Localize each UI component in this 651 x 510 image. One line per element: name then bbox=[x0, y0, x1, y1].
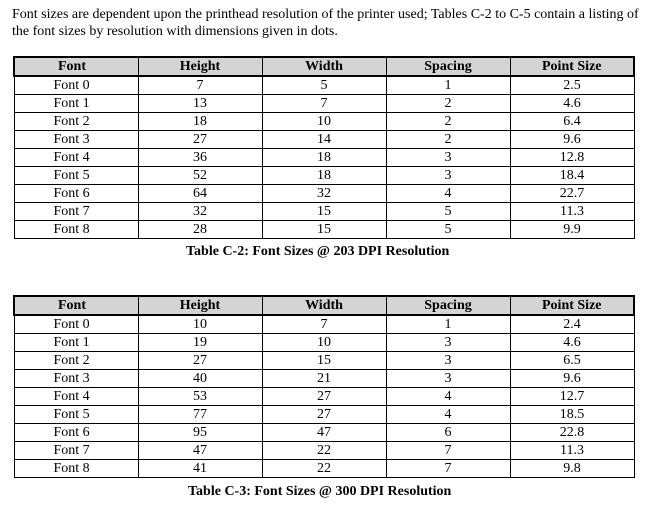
spacing-cell: 1 bbox=[386, 76, 510, 95]
width-cell: 32 bbox=[262, 185, 386, 203]
point-size-cell: 18.4 bbox=[510, 167, 634, 185]
font-name-cell: Font 4 bbox=[14, 388, 138, 406]
point-size-cell: 9.6 bbox=[510, 131, 634, 149]
font-name-cell: Font 3 bbox=[14, 370, 138, 388]
width-cell: 22 bbox=[262, 442, 386, 460]
table-caption-203dpi: Table C-2: Font Sizes @ 203 DPI Resolution bbox=[186, 244, 450, 259]
table-caption-300dpi: Table C-3: Font Sizes @ 300 DPI Resolution bbox=[188, 484, 452, 499]
table-row bbox=[14, 203, 634, 221]
font-name-cell: Font 7 bbox=[14, 442, 138, 460]
column-header-height: Height bbox=[138, 296, 262, 315]
width-cell: 5 bbox=[262, 76, 386, 95]
width-cell: 27 bbox=[262, 406, 386, 424]
table-row bbox=[14, 406, 634, 424]
font-name-cell: Font 5 bbox=[14, 406, 138, 424]
column-header-font: Font bbox=[14, 57, 138, 76]
point-size-cell: 6.5 bbox=[510, 352, 634, 370]
font-name-cell: Font 5 bbox=[14, 167, 138, 185]
width-cell: 14 bbox=[262, 131, 386, 149]
spacing-cell: 2 bbox=[386, 95, 510, 113]
table-row bbox=[14, 76, 634, 95]
point-size-cell: 12.7 bbox=[510, 388, 634, 406]
point-size-cell: 2.5 bbox=[510, 76, 634, 95]
table-row bbox=[14, 370, 634, 388]
point-size-cell: 9.9 bbox=[510, 221, 634, 239]
point-size-cell: 11.3 bbox=[510, 442, 634, 460]
spacing-cell: 3 bbox=[386, 370, 510, 388]
intro-paragraph: Font sizes are dependent upon the printhead resolution of the printer used; Tables C-2 to C-5 contain a listing of the font sizes by resolution with dimensions given in dots. bbox=[12, 7, 639, 39]
width-cell: 10 bbox=[262, 334, 386, 352]
table-row bbox=[14, 442, 634, 460]
width-cell: 21 bbox=[262, 370, 386, 388]
point-size-cell: 4.6 bbox=[510, 95, 634, 113]
font-name-cell: Font 0 bbox=[14, 315, 138, 334]
spacing-cell: 2 bbox=[386, 113, 510, 131]
point-size-cell: 18.5 bbox=[510, 406, 634, 424]
point-size-cell: 4.6 bbox=[510, 334, 634, 352]
width-cell: 18 bbox=[262, 149, 386, 167]
height-cell: 13 bbox=[138, 95, 262, 113]
height-cell: 36 bbox=[138, 149, 262, 167]
font-name-cell: Font 3 bbox=[14, 131, 138, 149]
point-size-cell: 11.3 bbox=[510, 203, 634, 221]
height-cell: 53 bbox=[138, 388, 262, 406]
table-row bbox=[14, 352, 634, 370]
column-header-width: Width bbox=[262, 296, 386, 315]
column-header-height: Height bbox=[138, 57, 262, 76]
table-row bbox=[14, 334, 634, 352]
width-cell: 7 bbox=[262, 315, 386, 334]
height-cell: 40 bbox=[138, 370, 262, 388]
spacing-cell: 5 bbox=[386, 203, 510, 221]
spacing-cell: 2 bbox=[386, 131, 510, 149]
height-cell: 41 bbox=[138, 460, 262, 478]
height-cell: 77 bbox=[138, 406, 262, 424]
spacing-cell: 3 bbox=[386, 149, 510, 167]
height-cell: 10 bbox=[138, 315, 262, 334]
point-size-cell: 22.8 bbox=[510, 424, 634, 442]
font-name-cell: Font 2 bbox=[14, 352, 138, 370]
spacing-cell: 3 bbox=[386, 334, 510, 352]
spacing-cell: 7 bbox=[386, 442, 510, 460]
table-row bbox=[14, 167, 634, 185]
column-header-spacing: Spacing bbox=[386, 296, 510, 315]
width-cell: 15 bbox=[262, 352, 386, 370]
table-row bbox=[14, 131, 634, 149]
column-header-point-size: Point Size bbox=[510, 57, 634, 76]
table-row bbox=[14, 149, 634, 167]
height-cell: 52 bbox=[138, 167, 262, 185]
table-row bbox=[14, 95, 634, 113]
table-row bbox=[14, 460, 634, 478]
font-name-cell: Font 6 bbox=[14, 424, 138, 442]
point-size-cell: 9.8 bbox=[510, 460, 634, 478]
height-cell: 19 bbox=[138, 334, 262, 352]
width-cell: 15 bbox=[262, 221, 386, 239]
spacing-cell: 4 bbox=[386, 185, 510, 203]
table-header-row bbox=[14, 296, 634, 315]
width-cell: 10 bbox=[262, 113, 386, 131]
height-cell: 95 bbox=[138, 424, 262, 442]
point-size-cell: 22.7 bbox=[510, 185, 634, 203]
point-size-cell: 2.4 bbox=[510, 315, 634, 334]
spacing-cell: 3 bbox=[386, 352, 510, 370]
height-cell: 47 bbox=[138, 442, 262, 460]
table-row bbox=[14, 185, 634, 203]
column-header-font: Font bbox=[14, 296, 138, 315]
point-size-cell: 12.8 bbox=[510, 149, 634, 167]
width-cell: 27 bbox=[262, 388, 386, 406]
font-name-cell: Font 2 bbox=[14, 113, 138, 131]
table-row bbox=[14, 388, 634, 406]
font-name-cell: Font 0 bbox=[14, 76, 138, 95]
column-header-spacing: Spacing bbox=[386, 57, 510, 76]
height-cell: 28 bbox=[138, 221, 262, 239]
font-name-cell: Font 8 bbox=[14, 221, 138, 239]
spacing-cell: 1 bbox=[386, 315, 510, 334]
font-name-cell: Font 1 bbox=[14, 95, 138, 113]
height-cell: 18 bbox=[138, 113, 262, 131]
table-row bbox=[14, 113, 634, 131]
font-name-cell: Font 7 bbox=[14, 203, 138, 221]
height-cell: 7 bbox=[138, 76, 262, 95]
font-sizes-table-203dpi bbox=[13, 56, 635, 239]
spacing-cell: 5 bbox=[386, 221, 510, 239]
table-header-row bbox=[14, 57, 634, 76]
spacing-cell: 6 bbox=[386, 424, 510, 442]
font-sizes-table-300dpi bbox=[13, 295, 635, 478]
table-row bbox=[14, 424, 634, 442]
height-cell: 64 bbox=[138, 185, 262, 203]
font-name-cell: Font 4 bbox=[14, 149, 138, 167]
height-cell: 27 bbox=[138, 131, 262, 149]
width-cell: 47 bbox=[262, 424, 386, 442]
spacing-cell: 4 bbox=[386, 388, 510, 406]
spacing-cell: 4 bbox=[386, 406, 510, 424]
font-name-cell: Font 1 bbox=[14, 334, 138, 352]
width-cell: 22 bbox=[262, 460, 386, 478]
spacing-cell: 7 bbox=[386, 460, 510, 478]
column-header-point-size: Point Size bbox=[510, 296, 634, 315]
point-size-cell: 6.4 bbox=[510, 113, 634, 131]
font-name-cell: Font 6 bbox=[14, 185, 138, 203]
width-cell: 18 bbox=[262, 167, 386, 185]
width-cell: 7 bbox=[262, 95, 386, 113]
point-size-cell: 9.6 bbox=[510, 370, 634, 388]
width-cell: 15 bbox=[262, 203, 386, 221]
height-cell: 27 bbox=[138, 352, 262, 370]
height-cell: 32 bbox=[138, 203, 262, 221]
table-row bbox=[14, 315, 634, 334]
spacing-cell: 3 bbox=[386, 167, 510, 185]
table-row bbox=[14, 221, 634, 239]
font-name-cell: Font 8 bbox=[14, 460, 138, 478]
column-header-width: Width bbox=[262, 57, 386, 76]
